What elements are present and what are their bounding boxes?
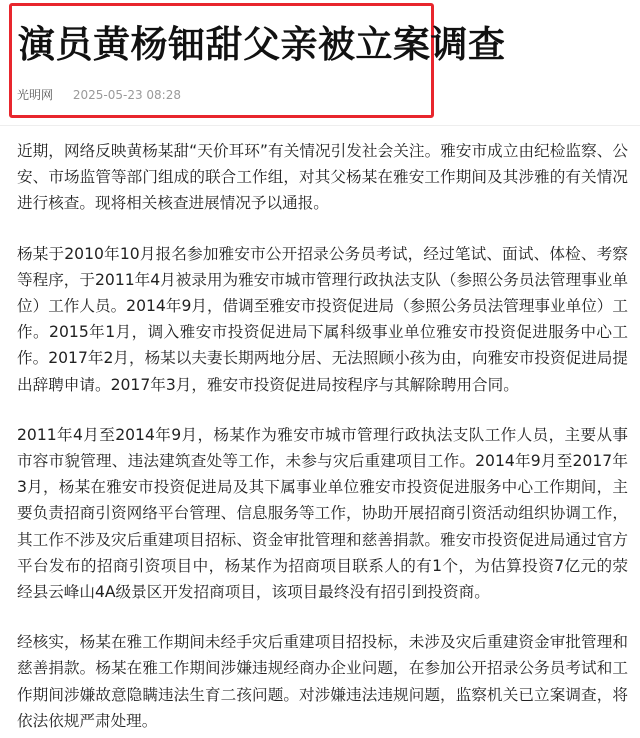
article-paragraph: 近期，网络反映黄杨某甜“天价耳环”有关情况引发社会关注。雅安市成立由纪检监察、公安、市场监管等部门组成的联合工作组，对其父杨某在雅安工作期间及其涉雅的有关情况进行核查。现将相关核查进展情况予以通报。 bbox=[17, 142, 628, 213]
article-title: 演员黄杨钿甜父亲被立案调查 bbox=[18, 23, 506, 66]
article-source[interactable]: 光明网 bbox=[17, 88, 54, 102]
article-meta bbox=[17, 86, 181, 103]
article-paragraph: 2011年4月至2014年9月，杨某作为雅安市城市管理行政执法支队工作人员，主要从事市容市貌管理、违法建筑查处等工作，未参与灾后重建项目工作。2014年9月至2017年3月，杨某在雅安市投资促进局及其下属事业单位雅安市投资促进服务中心工作期间，主要负责招商引资网络平台管理、信息服务等工作，协助开展招商引资活动组织协调工作，其工作不涉及灾后重建项目招标、资金审批管理和慈善捐款。雅安市投资促进局通过官方平台发布的招商引资项目中，杨某作为招商项目联系人的有1个，为估算投资7亿元的荥经县云峰山4A级景区开发招商项目，该项目最终没有招引到投资商。 bbox=[17, 425, 628, 602]
article-timestamp: 2025-05-23 08:28 bbox=[72, 88, 181, 102]
header-divider bbox=[0, 125, 640, 126]
article-paragraph: 经核实，杨某在雅工作期间未经手灾后重建项目招投标，未涉及灾后重建资金审批管理和慈善捐款。杨某在雅工作期间涉嫌违规经商办企业问题，在参加公开招录公务员考试和工作期间涉嫌故意隐瞒违法生育二孩问题。对涉嫌违法违规问题，监察机关已立案调查，将依法依规严肃处理。 bbox=[17, 633, 628, 730]
article-body bbox=[17, 138, 628, 738]
article-paragraph: 杨某于2010年10月报名参加雅安市公开招录公务员考试，经过笔试、面试、体检、考察等程序，于2011年4月被录用为雅安市城市管理行政执法支队（参照公务员法管理事业单位）工作人员。2014年9月，借调至雅安市投资促进局（参照公务员法管理事业单位）工作。2015年1月，调入雅安市投资促进局下属科级事业单位雅安市投资促进服务中心工作。2017年2月，杨某以夫妻长期两地分居、无法照顾小孩为由，向雅安市投资促进局提出辞聘申请。2017年3月，雅安市投资促进局按程序与其解除聘用合同。 bbox=[17, 244, 628, 394]
